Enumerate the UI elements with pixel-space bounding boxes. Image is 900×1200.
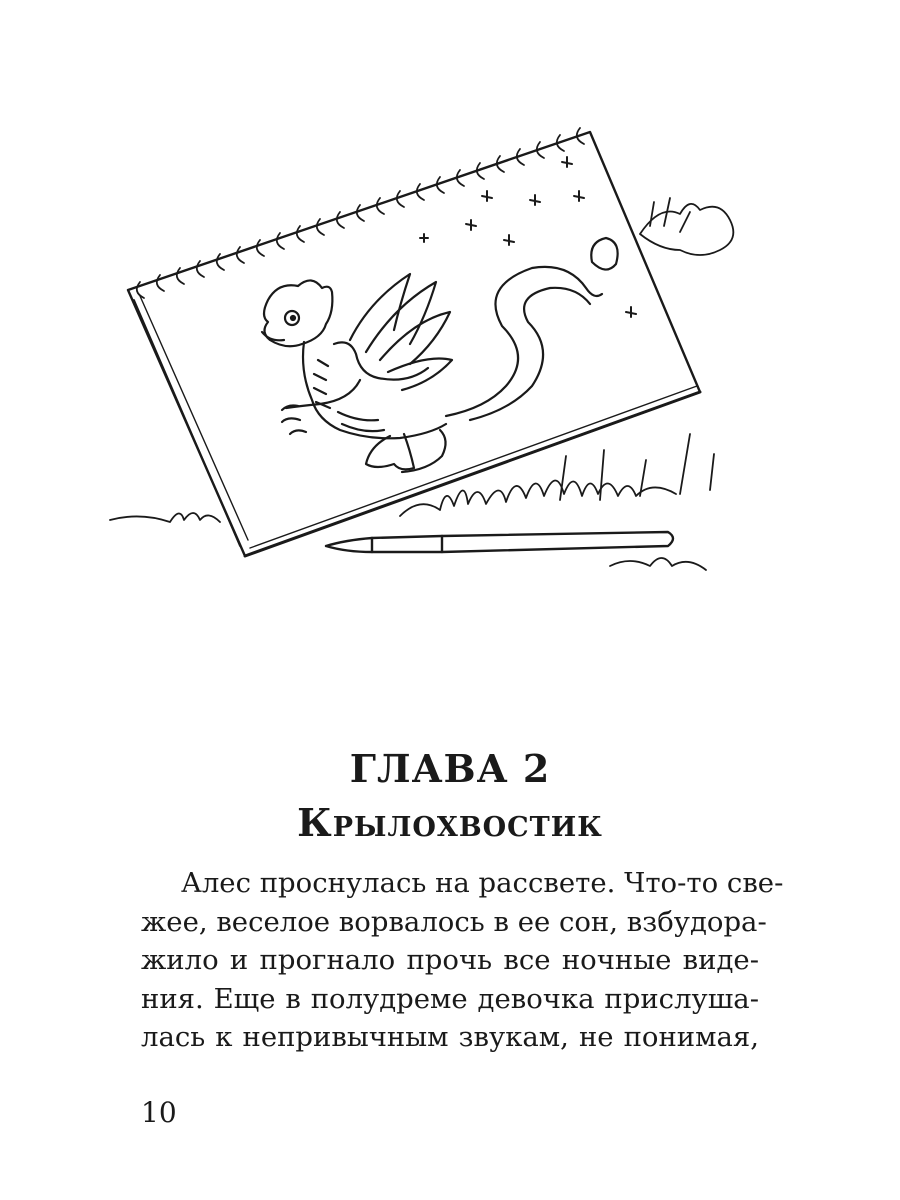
paintbrush-drawing [326,532,673,552]
sketchbook-outline [128,132,700,556]
text-line: Алес проснулась на рассвете. Что-то све- [181,867,784,899]
grass-drawing [110,198,733,570]
dragon-drawing [262,238,618,472]
text-line: жее, веселое ворвалось в ее сон, взбудора- [141,905,767,938]
text-line: жило и прогнало прочь все ночные виде- [141,944,759,976]
body-paragraph [141,864,784,1057]
spiral-binding [137,128,584,298]
text-line: лась к непривычным звукам, не понимая, [141,1021,759,1053]
page-number: 10 [141,1096,177,1129]
chapter-title: Крылохвостик [297,800,603,845]
stars [420,157,636,317]
text-line: ния. Еще в полудреме девочка прислуша- [141,982,759,1015]
chapter-number: ГЛАВА 2 [349,746,551,791]
